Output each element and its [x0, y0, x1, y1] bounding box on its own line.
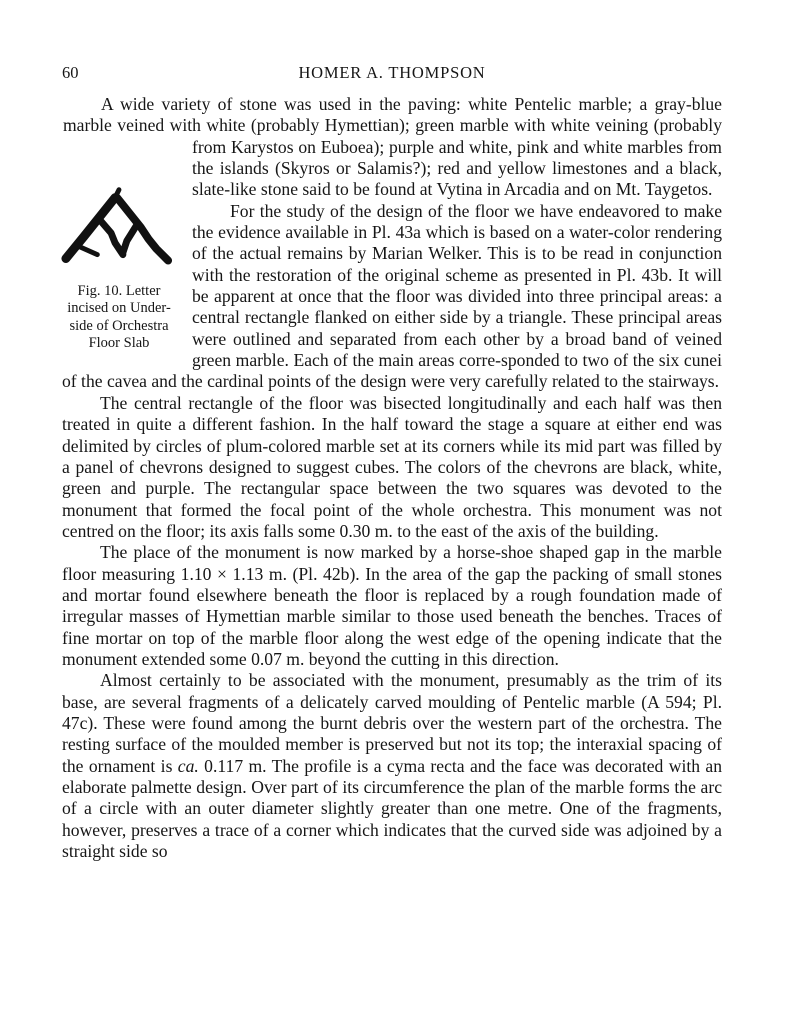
paragraph-3 — [62, 393, 722, 542]
figure-caption-text: Fig. 10. Letter incised on Under-side of Orchestra Floor Slab — [67, 283, 171, 351]
paragraph-4 — [62, 542, 722, 670]
paragraph-5 — [62, 670, 722, 862]
running-head-author: HOMER A. THOMPSON — [298, 63, 486, 82]
page-number: 60 — [62, 63, 79, 82]
figure-overlay — [58, 183, 186, 351]
paragraph-5-text-b: 0.117 m. The profile is a cyma recta and the face was decorated with an elaborate palmette design. Over part of its circumference the plan of the marble forms the arc of a circle with an outer diameter slightly greater than one metre. One of the fragments, however, preserves a trace of a corner which indicates that the curved side was adjoined by a straight side so — [62, 755, 722, 862]
paragraph-5-italic: ca. — [177, 755, 199, 776]
figure-caption — [58, 283, 180, 352]
incised-letter-glyph-icon — [58, 185, 176, 281]
paragraph-3-text: The central rectangle of the floor was bisected longitudinally and each half was then treated in quite a different fashion. In the half toward the stage a square at either end was delimited by circles of plum-colored marble set at its corners while its mid part was filled by a panel of chevrons designed to suggest cubes. The colors of the chevrons are black, white, green and purple. The rectangular space between the two squares was devoted to the monument that formed the focal point of the whole orchestra. This monument was not centred on the floor; its axis falls some 0.30 m. to the east of the axis of the building. — [62, 392, 722, 541]
paragraph-2-text: For the study of the design of the floor we have endeavored to make the evidence available in Pl. 43a which is based on a water-color rendering of the actual remains by Marian Welker. This is to be read in conjunction with the restoration of the original scheme as presented in Pl. 43b. It will be apparent at once that the floor was divided into three principal areas: a central rectangle flanked on either side by a triangle. These principal areas were outlined and separated from each other by a broad band of veined green marble. Each of the main areas corre-sponded to two of the six cunei of the cavea and the cardinal points of the design were very carefully related to the stairways. — [62, 200, 722, 392]
running-header — [62, 62, 722, 84]
paragraph-4-text: The place of the monument is now marked by a horse-shoe shaped gap in the marble floor measuring 1.10 × 1.13 m. (Pl. 42b). In the area of the gap the packing of small stones and mortar found elsewhere beneath the floor is replaced by a rough foundation made of irregular masses of Hymettian marble similar to those used beneath the benches. Traces of fine mortar on top of the marble floor along the west edge of the opening indicate that the monument extended some 0.07 m. beyond the cutting in this direction. — [62, 542, 722, 669]
paragraph-1-text: A wide variety of stone was used in the paving: white Pentelic marble; a gray-blue marble veined with white (probably Hymettian); green marble with white veining (probably from Karystos on Euboea); purple and white, pink and white marbles from the islands (Skyros or Salamis?); red and yellow limestones and a black, slate-like stone said to be found at Vytina in Arcadia and on Mt. Taygetos. — [63, 94, 722, 200]
paragraph-5-text-a: Almost certainly to be associated with the monument, presumably as the trim of its base, are several fragments of a delicately carved moulding of Pentelic marble (A 594; Pl. 47c). These were found among the burnt debris over the western part of the orchestra. The resting surface of the moulded member is preserved but not its top; the interaxial spacing of the ornament is — [62, 670, 722, 776]
